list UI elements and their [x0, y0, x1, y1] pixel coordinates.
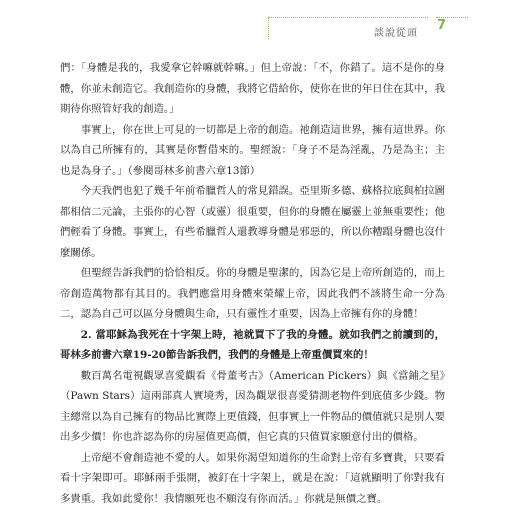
paragraph: 數百萬名電視觀眾喜愛觀看《骨董考古》（American Pickers）與《當鋪之星》（Pawn Stars）這兩部真人實境秀，因為觀眾很喜愛猜測老物件到底值多少錢。物主總常以為自己擁有的物品比實際上更值錢，但事實上一件物品的價值就只是別人要出多少價！你也許認為你的房屋值更高價，但它真的只值買家願意付出的價格。 [60, 366, 445, 448]
page-number: 7 [437, 18, 446, 33]
paragraph: 今天我們也犯了幾千年前希臘哲人的常見錯誤。亞里斯多德、蘇格拉底與柏拉圖都相信二元論，主張你的心智（或靈）很重要，但你的身體在屬靈上並無重要性；他們輕看了身體。事實上，有些希臘哲人還教導身體是邪惡的，所以你糟蹋身體也沒什麼關係。 [60, 181, 445, 263]
body-text [60, 58, 445, 509]
paragraph: 事實上，你在世上可見的一切都是上帝的創造。祂創造這世界，擁有這世界。你以為自己所擁有的，其實是你暫借來的。聖經說：「身子不是為淫亂，乃是為主；主也是為身子。」（參閱哥林多前書六章13節） [60, 120, 445, 182]
paragraph: 但聖經告訴我們的恰恰相反。你的身體是聖潔的，因為它是上帝所創造的，而上帝創造萬物都有其目的。我們應當用身體來榮耀上帝，因此我們不該將生命一分為二，認為自己可以區分身體與生命，只有靈性才重要，因為上帝擁有你的身體！ [60, 263, 445, 325]
section-title: 談說從頭 [374, 24, 418, 39]
header-dotted-stem [268, 17, 269, 39]
paragraph: 們：「身體是我的，我愛拿它幹嘛就幹嘛。」但上帝說：「不，你錯了。這不是你的身體，你並未創造它。我創造你的身體，我將它借給你，使你在世的年日住在其中，我期待你照管好我的創造。」 [60, 58, 445, 120]
page-header [0, 0, 520, 40]
paragraph: 上帝絕不會創造祂不愛的人。如果你渴望知道你的生命對上帝有多寶貴，只要看看十字架即可。耶穌兩手張開，被釘在十字架上，就是在說：「這就顯明了你對我有多貴重。我如此愛你！我情願死也不願沒有你而活。」你就是無價之寶。 [60, 448, 445, 509]
point-heading: 2. 當耶穌為我死在十字架上時，祂就買下了我的身體。就如我們之前讀到的，哥林多前書六章19-20節告訴我們，我們的身體是上帝重價買來的！ [60, 325, 445, 366]
header-dotted-rule [268, 17, 428, 18]
